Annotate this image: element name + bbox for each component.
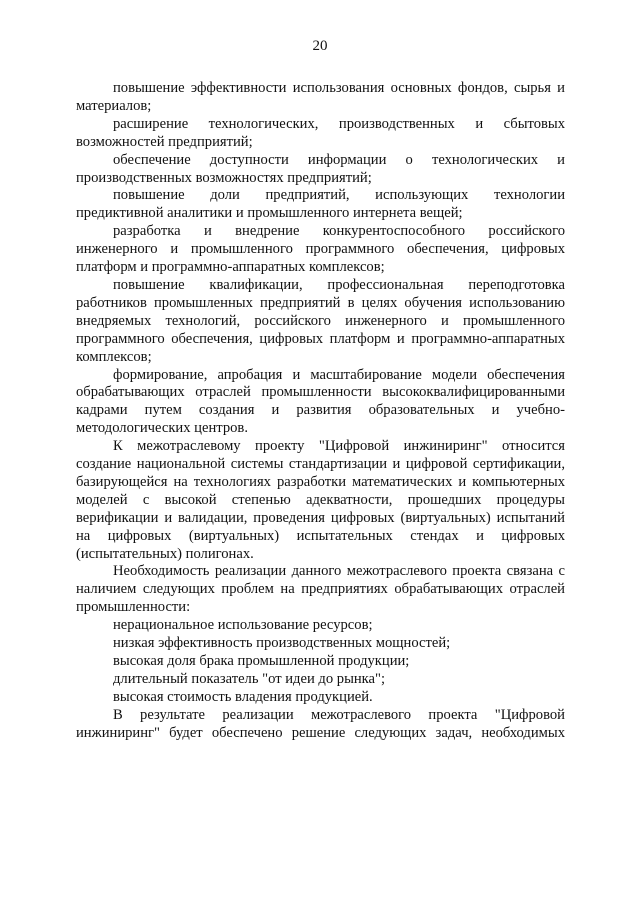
paragraph: формирование, апробация и масштабирование модели обеспечения обрабатывающих отраслей промышленности высококвалифицированными кадрами путем создания и развития образовательных и учебно-методологических центров. (76, 366, 565, 437)
paragraph: Необходимость реализации данного межотраслевого проекта связана с наличием следующих проблем на предприятиях обрабатывающих отраслей промышленности: (76, 563, 565, 616)
paragraph: повышение эффективности использования основных фондов, сырья и материалов; (76, 80, 565, 114)
paragraph: повышение доли предприятий, использующих технологии предиктивной аналитики и промышленного интернета вещей; (76, 187, 565, 222)
list-item: нерациональное использование ресурсов; (113, 617, 373, 634)
list-item: низкая эффективность производственных мощностей; (113, 635, 451, 652)
page-number: 20 (312, 38, 328, 54)
list-item: высокая доля брака промышленной продукции; (113, 653, 410, 669)
paragraph: В результате реализации межотраслевого проекта "Цифровой инжиниринг" будет обеспечено решение следующих задач, необходимых (76, 706, 565, 741)
paragraph: обеспечение доступности информации о технологических и производственных возможностях предприятий; (76, 151, 565, 186)
paragraph: разработка и внедрение конкурентоспособного российского инженерного и промышленного программного обеспечения, цифровых платформ и программно-аппаратных комплексов; (76, 223, 565, 276)
list-item: длительный показатель "от идеи до рынка"; (113, 670, 386, 687)
document-body (76, 80, 565, 743)
paragraph: К межотраслевому проекту "Цифровой инжиниринг" относится создание национальной системы стандартизации и цифровой сертификации, базирующейся на технологиях разработки математических и компьютерных моделей с высокой степенью адекватности, прошедших процедуры верификации и валидации, проведения цифровых (виртуальных) испытаний на цифровых (виртуальных) испытательных стендах и цифровых (испытательных) полигонах. (76, 438, 565, 562)
paragraph: расширение технологических, производственных и сбытовых возможностей предприятий; (76, 115, 565, 150)
list-item: высокая стоимость владения продукцией. (113, 688, 373, 705)
paragraph: повышение квалификации, профессиональная переподготовка работников промышленных предприятий в целях обучения использованию внедряемых технологий, российского инженерного и промышленного программного обеспечения, цифровых платформ и программно-аппаратных комплексов; (76, 276, 565, 365)
